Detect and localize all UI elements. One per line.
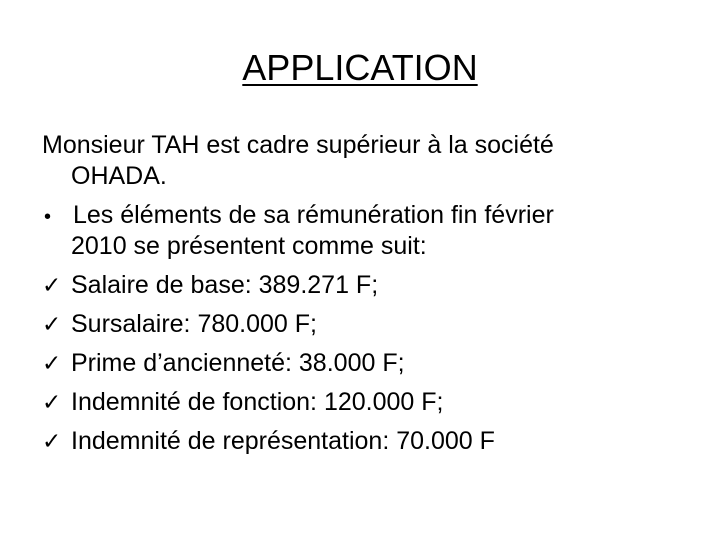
list-item-sursalaire: [42, 309, 692, 340]
list-item-text: Prime d’ancienneté: 38.000 F;: [71, 349, 405, 377]
checkmark-icon: ✓: [42, 389, 62, 415]
checkmark-icon: ✓: [42, 428, 62, 454]
slide-title-text: APPLICATION: [242, 47, 478, 88]
list-item-text: Sursalaire: 780.000 F;: [71, 310, 317, 338]
checkmark-icon: ✓: [42, 311, 62, 337]
intro-line-1: Monsieur TAH est cadre supérieur à la société: [42, 131, 554, 159]
bullet-item: [42, 200, 692, 231]
slide-title: [0, 44, 720, 92]
bullet-icon: •: [44, 206, 52, 228]
list-item-text: Salaire de base: 389.271 F;: [71, 271, 379, 299]
bullet-line-2: 2010 se présentent comme suit:: [71, 232, 427, 260]
list-item-indemnite-fonction: [42, 387, 692, 418]
intro-line-2: OHADA.: [71, 162, 167, 190]
list-item-text: Indemnité de fonction: 120.000 F;: [71, 388, 444, 416]
list-item-text: Indemnité de représentation: 70.000 F: [71, 427, 495, 455]
slide-body: [42, 130, 692, 457]
checkmark-icon: ✓: [42, 350, 62, 376]
list-item-indemnite-representation: [42, 426, 692, 457]
list-item-salaire: [42, 270, 692, 301]
checkmark-icon: ✓: [42, 272, 62, 298]
bullet-line-1: Les éléments de sa rémunération fin février: [73, 201, 554, 229]
list-item-prime: [42, 348, 692, 379]
